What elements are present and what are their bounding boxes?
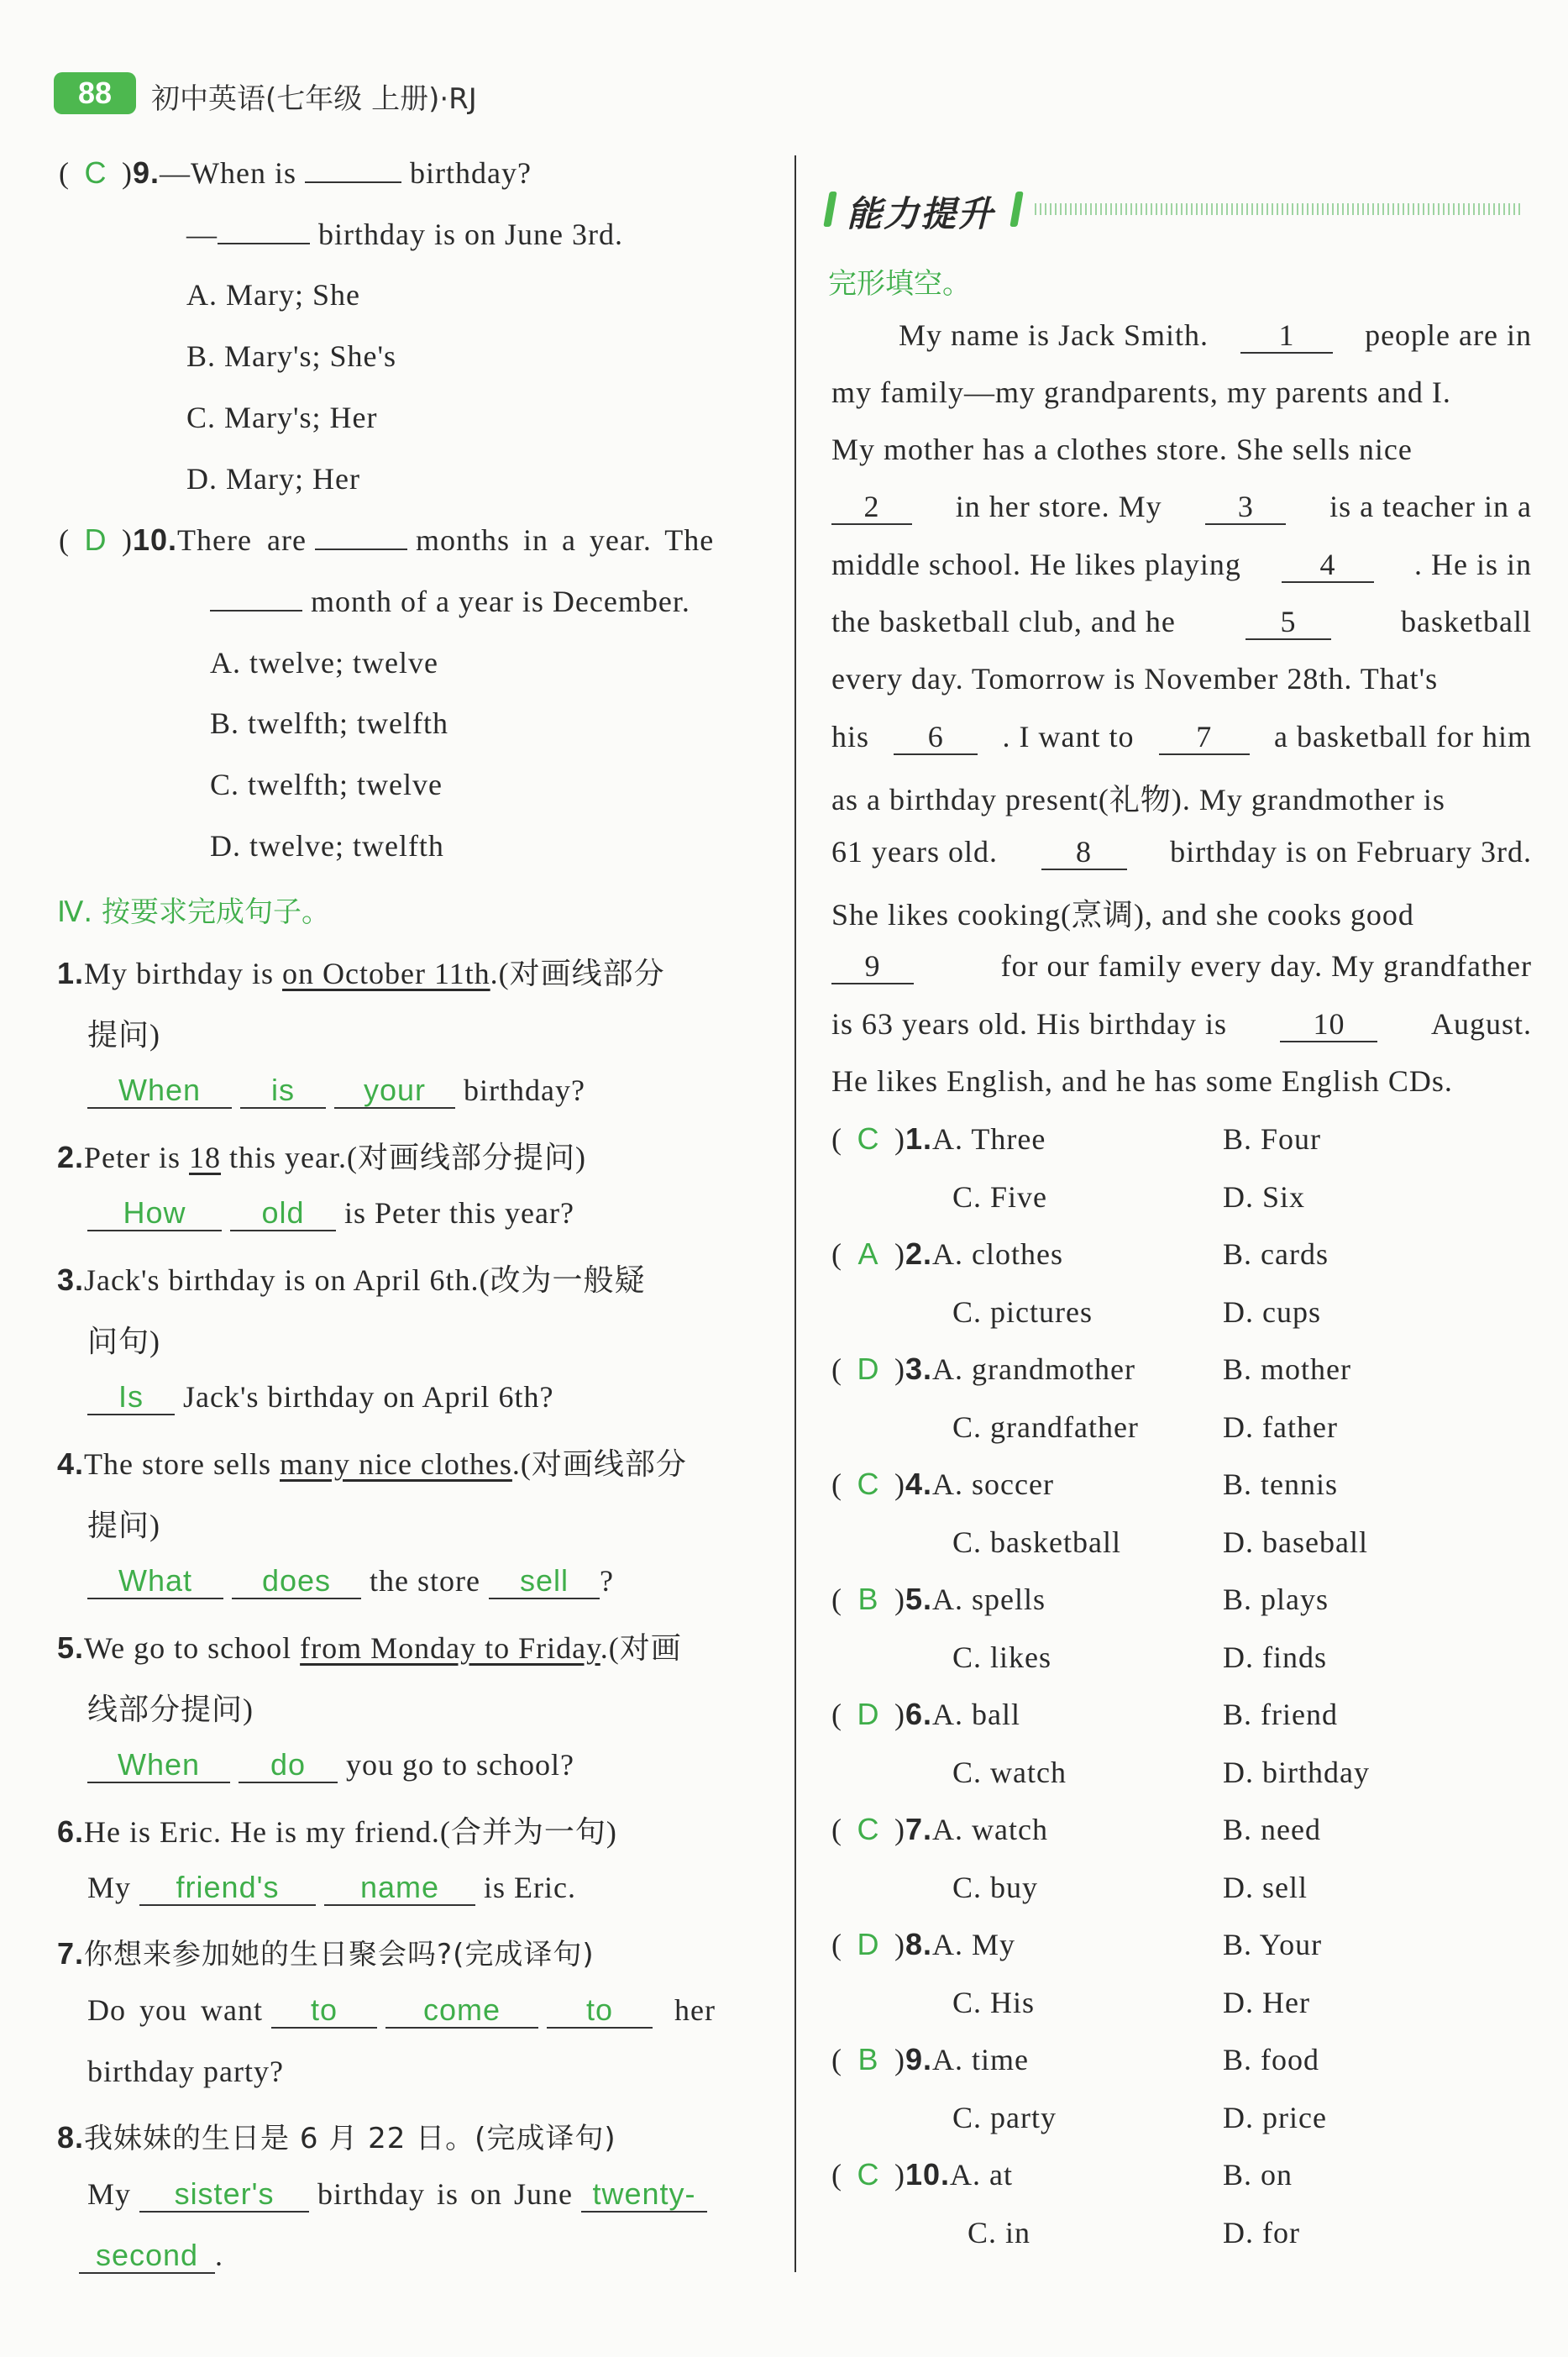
option-d[interactable]: D. father bbox=[1223, 1409, 1338, 1444]
option-c[interactable]: C. pictures bbox=[952, 1294, 1093, 1329]
cloze-question-number: 10. bbox=[905, 2157, 951, 2192]
option-c[interactable]: C. His bbox=[952, 1985, 1036, 2019]
section-4-title: Ⅳ. 按要求完成句子。 bbox=[57, 895, 330, 929]
q10-option[interactable]: C. twelfth; twelve bbox=[210, 768, 443, 801]
s4-answer-end: is Peter this year? bbox=[344, 1196, 574, 1230]
option-d[interactable]: D. Six bbox=[1223, 1179, 1306, 1214]
option-b[interactable]: B. cards bbox=[1223, 1237, 1329, 1271]
s4-answer-start: My bbox=[87, 2177, 132, 2211]
section-banner-title: 能力提升 bbox=[847, 193, 995, 234]
cloze-answer: D bbox=[857, 1697, 880, 1731]
passage-line bbox=[831, 719, 1532, 755]
s4-item-text: The store sells bbox=[84, 1447, 280, 1481]
column-divider bbox=[794, 155, 796, 2272]
answer-blank[interactable]: second bbox=[79, 2239, 215, 2274]
answer-blank[interactable]: Is bbox=[87, 1380, 175, 1415]
s4-item-8-answer-line bbox=[87, 2176, 707, 2213]
s4-item-text: 我妹妹的生日是 6 月 22 日。(完成译句) bbox=[84, 2122, 616, 2155]
s4-item-number: 8. bbox=[57, 2120, 85, 2155]
s4-item-number: 5. bbox=[57, 1630, 85, 1665]
cloze-answer: C bbox=[857, 1467, 880, 1501]
q10-stem-text-3: month of a year is December. bbox=[311, 585, 690, 618]
q10-stem-text: There are bbox=[177, 523, 307, 557]
passage-text: 61 years old. bbox=[831, 835, 998, 869]
s4-item-instruction: this year.(对画线部分提问) bbox=[221, 1141, 586, 1174]
option-b[interactable]: B. on bbox=[1223, 2158, 1293, 2192]
answer-blank[interactable]: sister's bbox=[139, 2177, 309, 2213]
option-a[interactable]: A. ball bbox=[932, 1698, 1021, 1731]
cloze-blank[interactable]: 3 bbox=[1205, 490, 1286, 525]
cloze-question: ( D )6.A. ball bbox=[831, 1697, 1021, 1731]
option-b[interactable]: B. food bbox=[1223, 2043, 1319, 2076]
answer-blank[interactable]: When bbox=[87, 1074, 232, 1109]
passage-text: is 63 years old. His birthday is bbox=[831, 1007, 1227, 1041]
cloze-answer: B bbox=[857, 2042, 879, 2076]
q9-dash: — bbox=[186, 218, 218, 251]
s4-item-7-cont: birthday party? bbox=[87, 2055, 284, 2088]
s4-item-number: 4. bbox=[57, 1446, 85, 1481]
s4-item-4-cont: 提问) bbox=[87, 1509, 160, 1542]
passage-line bbox=[831, 375, 1532, 410]
answer-blank[interactable]: come bbox=[385, 1993, 538, 2029]
cloze-question-number: 6. bbox=[905, 1697, 933, 1731]
s4-item-8-answer-cont bbox=[79, 2238, 223, 2274]
s4-item-3-cont: 问句) bbox=[87, 1325, 160, 1358]
passage-text: the basketball club, and he bbox=[831, 605, 1176, 638]
cloze-question: ( A )2.A. clothes bbox=[831, 1236, 1063, 1271]
passage-text: basketball bbox=[1401, 605, 1532, 638]
answer-blank[interactable]: sell bbox=[489, 1564, 600, 1599]
option-c[interactable]: C. watch bbox=[952, 1755, 1067, 1789]
s4-item-8 bbox=[57, 2115, 616, 2156]
passage-text: a basketball for him bbox=[1274, 720, 1532, 753]
passage-text: people are in bbox=[1365, 318, 1532, 352]
cloze-question: ( B )9.A. time bbox=[831, 2042, 1030, 2076]
q10-option[interactable]: A. twelve; twelve bbox=[210, 646, 438, 680]
passage-text: . He is in bbox=[1414, 548, 1532, 581]
option-d[interactable]: D. birthday bbox=[1223, 1755, 1370, 1789]
s4-item-3-answer-line bbox=[87, 1379, 553, 1415]
q9-blank-2[interactable] bbox=[218, 243, 310, 244]
q10-blank-1[interactable] bbox=[315, 549, 407, 550]
cloze-question-number: 7. bbox=[905, 1812, 933, 1846]
s4-answer-start: My bbox=[87, 1871, 132, 1904]
s4-answer-mid: birthday is on June bbox=[317, 2177, 573, 2211]
answer-blank[interactable]: to bbox=[271, 1993, 377, 2029]
option-c[interactable]: C. grandfather bbox=[952, 1409, 1139, 1444]
passage-text: his bbox=[831, 720, 870, 753]
passage-text: middle school. He likes playing bbox=[831, 548, 1241, 581]
answer-blank[interactable]: does bbox=[232, 1564, 361, 1599]
banner-dotted-rule bbox=[1035, 203, 1520, 215]
q10-option[interactable]: D. twelve; twelfth bbox=[210, 829, 444, 863]
q9-blank-1[interactable] bbox=[305, 181, 401, 183]
cloze-blank[interactable]: 1 bbox=[1240, 318, 1333, 354]
passage-line bbox=[831, 1006, 1532, 1042]
option-a[interactable]: A. soccer bbox=[932, 1467, 1054, 1501]
q9-option[interactable]: A. Mary; She bbox=[186, 278, 360, 312]
answer-blank[interactable]: your bbox=[334, 1074, 455, 1109]
answer-blank[interactable]: old bbox=[230, 1196, 336, 1231]
passage-line bbox=[899, 318, 1532, 354]
cloze-question: ( C )1.A. Three bbox=[831, 1121, 1046, 1156]
option-a[interactable]: A. at bbox=[950, 2158, 1014, 2192]
cloze-blank[interactable]: 10 bbox=[1280, 1007, 1377, 1042]
s4-item-5-cont: 线部分提问) bbox=[87, 1693, 254, 1726]
s4-underlined-text: many nice clothes bbox=[279, 1447, 512, 1481]
option-b[interactable]: B. Your bbox=[1223, 1928, 1323, 1961]
option-b[interactable]: B. tennis bbox=[1223, 1467, 1339, 1501]
cloze-question: ( D )8.A. My bbox=[831, 1927, 1016, 1961]
cloze-blank[interactable]: 7 bbox=[1159, 720, 1250, 755]
passage-text: my family—my grandparents, my parents and I. bbox=[831, 375, 1451, 409]
q9-stem-text-2: birthday? bbox=[410, 156, 532, 190]
s4-item-2-answer-line bbox=[87, 1195, 574, 1231]
banner-accent-bar bbox=[823, 192, 836, 227]
q9-response-text: birthday is on June 3rd. bbox=[318, 218, 623, 251]
page-header bbox=[54, 69, 1532, 119]
s4-answer-end: . bbox=[215, 2239, 223, 2272]
q10-stem-cont bbox=[210, 584, 690, 619]
passage-text: He likes English, and he has some English CDs. bbox=[831, 1064, 1453, 1098]
cloze-question: ( B )5.A. spells bbox=[831, 1582, 1046, 1616]
option-c[interactable]: C. likes bbox=[952, 1640, 1052, 1674]
banner-accent-bar bbox=[1009, 192, 1023, 227]
cloze-blank[interactable]: 9 bbox=[831, 949, 914, 984]
s4-answer-end: birthday? bbox=[464, 1074, 585, 1107]
passage-line bbox=[831, 661, 1532, 696]
answer-blank[interactable]: When bbox=[87, 1748, 230, 1783]
q9-stem: ( C )9.—When is birthday? bbox=[59, 155, 532, 190]
passage-text: every day. Tomorrow is November 28th. That's bbox=[831, 662, 1439, 696]
passage-text: in her store. My bbox=[955, 490, 1162, 523]
passage-line bbox=[831, 834, 1532, 870]
cloze-answer: D bbox=[857, 1927, 880, 1961]
cloze-subtitle: 完形填空。 bbox=[828, 267, 971, 301]
passage-text: for our family every day. My grandfather bbox=[1000, 949, 1532, 983]
answer-blank[interactable]: to bbox=[547, 1993, 653, 2029]
q9-option[interactable]: B. Mary's; She's bbox=[186, 339, 396, 373]
option-c[interactable]: C. party bbox=[952, 2100, 1057, 2134]
cloze-blank[interactable]: 6 bbox=[894, 720, 978, 755]
s4-item-text: My birthday is bbox=[84, 957, 283, 990]
passage-text: August. bbox=[1430, 1007, 1532, 1041]
s4-item-5 bbox=[57, 1625, 682, 1667]
s4-item-4 bbox=[57, 1441, 687, 1483]
q9-option[interactable]: C. Mary's; Her bbox=[186, 401, 378, 434]
option-d[interactable]: D. cups bbox=[1223, 1294, 1321, 1329]
option-d[interactable]: D. sell bbox=[1223, 1870, 1308, 1904]
s4-item-1 bbox=[57, 950, 665, 993]
s4-item-1-answer-line bbox=[87, 1073, 585, 1109]
s4-answer-end: her bbox=[674, 1993, 716, 2027]
s4-item-4-answer-line bbox=[87, 1563, 614, 1599]
q9-number: 9. bbox=[133, 155, 160, 190]
s4-item-number: 6. bbox=[57, 1814, 85, 1849]
answer-blank[interactable]: name bbox=[324, 1871, 475, 1906]
passage-text: as a birthday present(礼物). My grandmother is bbox=[831, 783, 1445, 816]
option-a[interactable]: A. My bbox=[932, 1928, 1016, 1961]
s4-underlined-text: on October 11th bbox=[282, 957, 490, 990]
cloze-answer: A bbox=[857, 1236, 879, 1271]
option-a[interactable]: A. grandmother bbox=[932, 1352, 1135, 1386]
s4-item-text: He is Eric. He is my friend.(合并为一句) bbox=[84, 1815, 617, 1849]
answer-blank[interactable]: How bbox=[87, 1196, 222, 1231]
option-d[interactable]: D. for bbox=[1223, 2215, 1300, 2249]
cloze-question-number: 8. bbox=[905, 1927, 933, 1961]
s4-item-1-cont: 提问) bbox=[87, 1018, 160, 1052]
cloze-answer: C bbox=[857, 2157, 880, 2192]
page-number-badge: 88 bbox=[54, 72, 136, 114]
cloze-blank[interactable]: 2 bbox=[831, 490, 912, 525]
passage-line bbox=[831, 1063, 1532, 1099]
option-b[interactable]: B. need bbox=[1223, 1813, 1321, 1846]
cloze-blank[interactable]: 8 bbox=[1041, 835, 1127, 870]
s4-item-6 bbox=[57, 1808, 617, 1851]
option-a[interactable]: A. clothes bbox=[932, 1237, 1063, 1271]
cloze-answer: B bbox=[857, 1582, 879, 1616]
cloze-answer: C bbox=[857, 1812, 880, 1846]
option-a[interactable]: A. Three bbox=[932, 1122, 1046, 1156]
option-b[interactable]: B. friend bbox=[1223, 1698, 1338, 1731]
s4-item-2 bbox=[57, 1134, 586, 1177]
answer-blank[interactable]: do bbox=[239, 1748, 338, 1783]
passage-line bbox=[831, 489, 1532, 525]
answer-blank[interactable]: What bbox=[87, 1564, 223, 1599]
option-a[interactable]: A. watch bbox=[932, 1813, 1048, 1846]
passage-text: My name is Jack Smith. bbox=[899, 318, 1209, 352]
answer-blank[interactable]: is bbox=[240, 1074, 326, 1109]
cloze-blank[interactable]: 5 bbox=[1245, 605, 1331, 640]
option-d[interactable]: D. baseball bbox=[1223, 1525, 1368, 1559]
s4-item-instruction: .(对画线部分 bbox=[511, 1447, 687, 1481]
cloze-question: ( C )10.A. at bbox=[831, 2157, 1014, 2192]
passage-line bbox=[831, 547, 1532, 583]
option-b[interactable]: B. Four bbox=[1223, 1122, 1322, 1156]
q10-option[interactable]: B. twelfth; twelfth bbox=[210, 706, 448, 740]
cloze-question-number: 3. bbox=[905, 1352, 933, 1386]
passage-line bbox=[831, 948, 1532, 984]
s4-item-text: 你想来参加她的生日聚会吗?(完成译句) bbox=[84, 1938, 595, 1971]
s4-answer-start: Do you want bbox=[87, 1993, 263, 2027]
cloze-answer: C bbox=[857, 1121, 880, 1156]
q9-stem-text: —When is bbox=[160, 156, 296, 190]
option-c[interactable]: C. buy bbox=[952, 1870, 1039, 1904]
cloze-question-number: 4. bbox=[905, 1467, 933, 1501]
s4-item-instruction: .(对画 bbox=[600, 1631, 682, 1665]
book-title: 初中英语(七年级 上册)·RJ bbox=[151, 82, 477, 116]
s4-item-5-answer-line bbox=[87, 1747, 574, 1783]
s4-underlined-text: from Monday to Friday bbox=[300, 1631, 600, 1665]
option-c[interactable]: C. in bbox=[968, 2215, 1031, 2249]
s4-answer-end: Jack's birthday on April 6th? bbox=[183, 1380, 554, 1414]
q10-stem-text-2: months in a year. The bbox=[415, 523, 715, 557]
option-d[interactable]: D. price bbox=[1223, 2100, 1327, 2134]
answer-blank[interactable]: friend's bbox=[139, 1871, 316, 1906]
option-b[interactable]: B. mother bbox=[1223, 1352, 1351, 1386]
passage-text: My mother has a clothes store. She sells nice bbox=[831, 433, 1413, 466]
q10-answer: D bbox=[84, 522, 108, 557]
s4-item-number: 2. bbox=[57, 1140, 85, 1174]
passage-line bbox=[831, 432, 1532, 467]
q10-number: 10. bbox=[133, 522, 178, 557]
s4-item-3 bbox=[57, 1257, 645, 1299]
s4-answer-mid: the store bbox=[370, 1564, 480, 1598]
cloze-question-number: 5. bbox=[905, 1582, 933, 1616]
option-a[interactable]: A. spells bbox=[932, 1583, 1046, 1616]
cloze-question-number: 9. bbox=[905, 2042, 933, 2076]
option-d[interactable]: D. finds bbox=[1223, 1640, 1327, 1674]
cloze-answer: D bbox=[857, 1352, 880, 1386]
option-b[interactable]: B. plays bbox=[1223, 1583, 1329, 1616]
q10-blank-2[interactable] bbox=[210, 610, 302, 612]
section-banner bbox=[826, 183, 1532, 234]
option-d[interactable]: D. Her bbox=[1223, 1985, 1310, 2019]
s4-item-number: 7. bbox=[57, 1936, 85, 1971]
passage-line bbox=[831, 776, 1532, 819]
s4-item-7 bbox=[57, 1931, 595, 1972]
passage-text: birthday is on February 3rd. bbox=[1170, 835, 1532, 869]
cloze-question-number: 1. bbox=[905, 1121, 933, 1156]
passage-line bbox=[831, 604, 1532, 640]
s4-underlined-text: 18 bbox=[189, 1141, 222, 1174]
s4-item-number: 3. bbox=[57, 1262, 85, 1297]
cloze-question-number: 2. bbox=[905, 1236, 933, 1271]
passage-text: is a teacher in a bbox=[1329, 490, 1532, 523]
passage-line bbox=[831, 891, 1532, 934]
s4-item-text: Peter is bbox=[84, 1141, 190, 1174]
q10-stem: ( D )10.There are months in a year. The bbox=[59, 522, 715, 557]
s4-item-text: Jack's birthday is on April 6th.(改为一般疑 bbox=[84, 1263, 646, 1297]
s4-answer-end: you go to school? bbox=[346, 1748, 574, 1782]
cloze-question: ( D )3.A. grandmother bbox=[831, 1352, 1135, 1386]
q9-response bbox=[186, 217, 623, 252]
passage-text: She likes cooking(烹调), and she cooks good bbox=[831, 898, 1414, 932]
q9-option[interactable]: D. Mary; Her bbox=[186, 462, 360, 496]
option-c[interactable]: C. basketball bbox=[952, 1525, 1121, 1559]
s4-answer-end: is Eric. bbox=[484, 1871, 576, 1904]
answer-blank[interactable]: twenty- bbox=[581, 2177, 707, 2213]
cloze-question: ( C )7.A. watch bbox=[831, 1812, 1048, 1846]
option-c[interactable]: C. Five bbox=[952, 1179, 1048, 1214]
option-a[interactable]: A. time bbox=[932, 2043, 1030, 2076]
passage-text: . I want to bbox=[1002, 720, 1135, 753]
cloze-question: ( C )4.A. soccer bbox=[831, 1467, 1054, 1501]
cloze-blank[interactable]: 4 bbox=[1282, 548, 1374, 583]
s4-item-7-answer-line bbox=[87, 1992, 716, 2029]
q9-answer: C bbox=[84, 155, 108, 190]
s4-answer-end: ? bbox=[599, 1564, 614, 1598]
s4-item-number: 1. bbox=[57, 956, 85, 990]
s4-item-6-answer-line bbox=[87, 1870, 576, 1906]
s4-item-instruction: .(对画线部分 bbox=[490, 957, 665, 990]
s4-item-text: We go to school bbox=[84, 1631, 301, 1665]
